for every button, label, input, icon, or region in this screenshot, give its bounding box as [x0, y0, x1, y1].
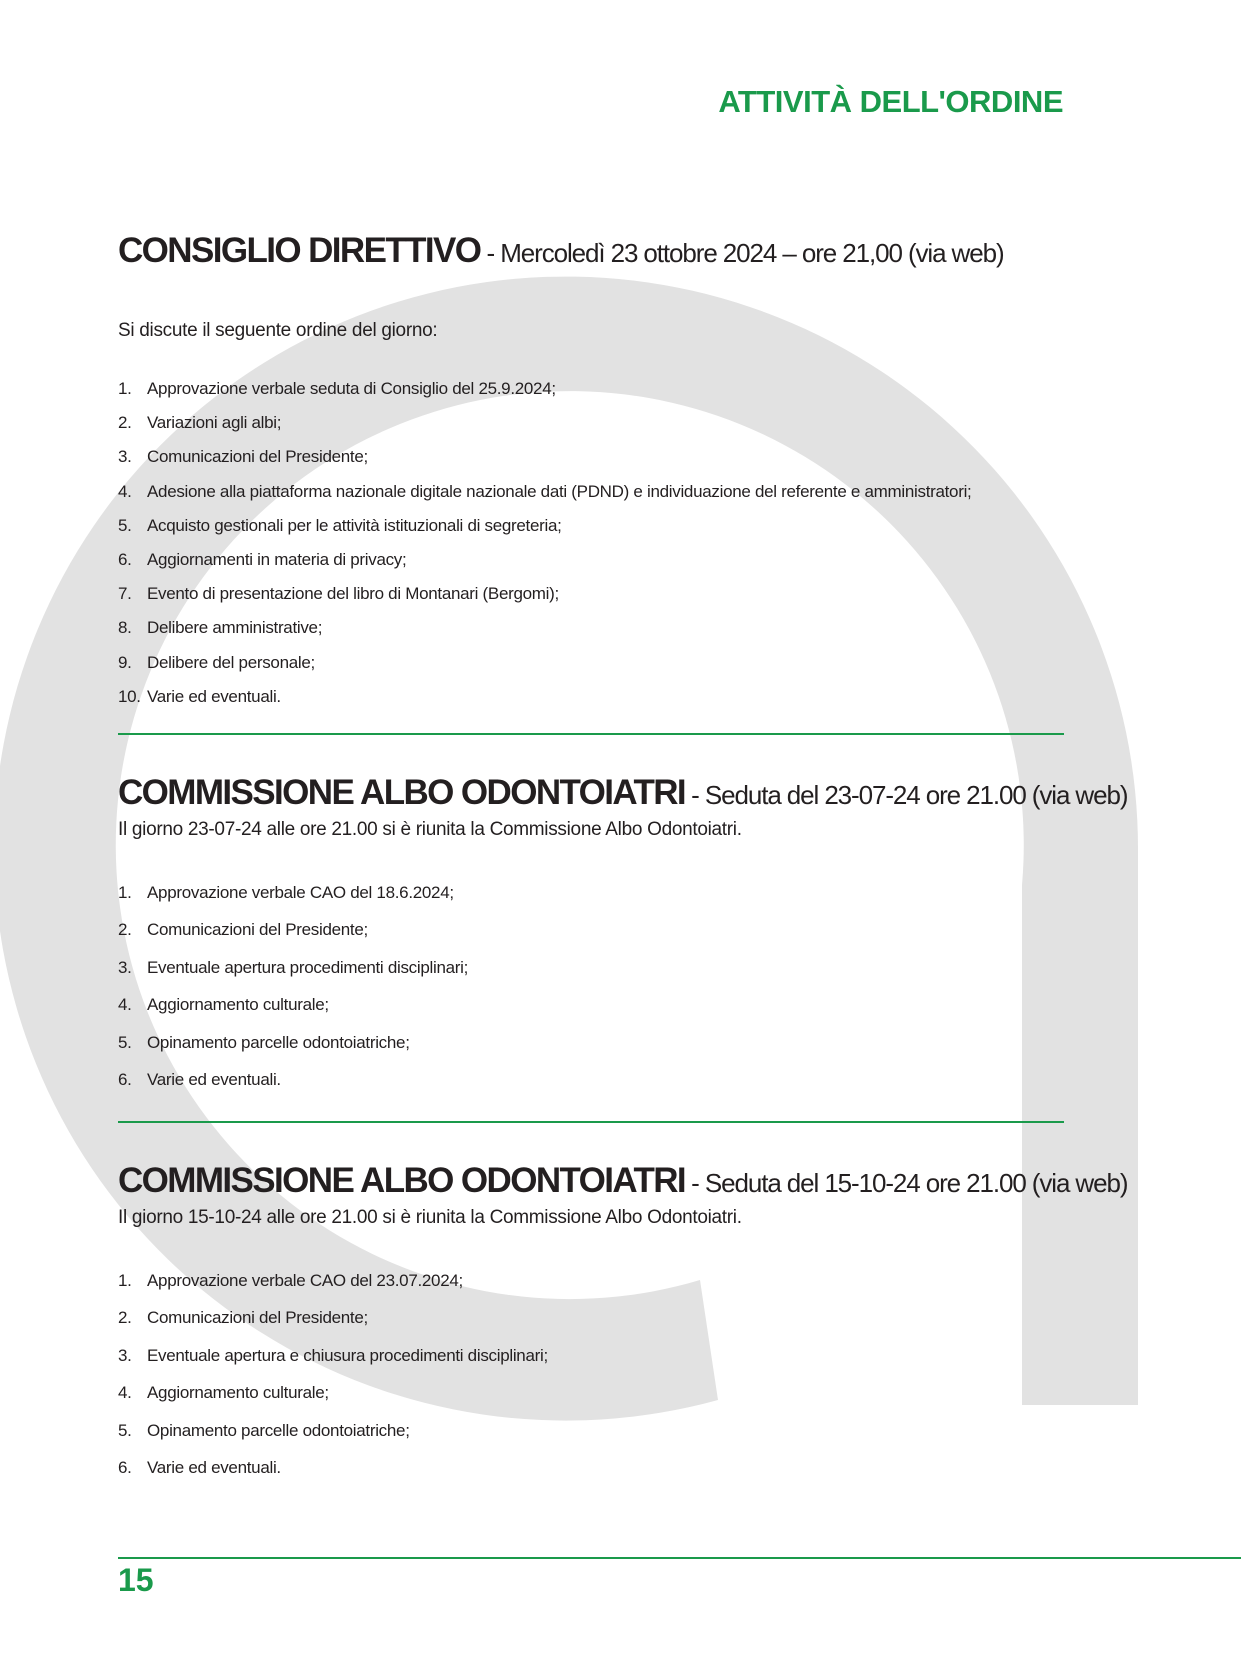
agenda-item-text: Delibere del personale; — [147, 652, 315, 672]
commissione-cao-section-july — [118, 773, 1128, 1098]
agenda-item — [118, 1262, 1064, 1299]
agenda-item-number: 1. — [118, 1271, 132, 1290]
section-header: ATTIVITÀ DELL'ORDINE — [718, 84, 1063, 119]
agenda-item — [118, 543, 1064, 577]
agenda-item-number: 5. — [118, 1032, 132, 1052]
agenda-item-number: 7. — [118, 584, 132, 604]
agenda-item — [118, 986, 1064, 1023]
consiglio-direttivo-section — [118, 233, 1064, 714]
agenda-item-text: Evento di presentazione del libro di Montanari (Bergomi); — [147, 584, 559, 604]
agenda-item-number: 10. — [118, 686, 141, 706]
agenda-item-text: Variazioni agli albi; — [147, 413, 282, 433]
page-number: 15 — [118, 1562, 154, 1598]
section-divider — [118, 1121, 1064, 1123]
agenda-item-text: Opinamento parcelle odontoiatriche; — [147, 1420, 410, 1440]
agenda-item — [118, 509, 1064, 543]
agenda-item — [118, 680, 1064, 714]
title-sub: - Mercoledì 23 ottobre 2024 – ore 21,00 (via web) — [480, 238, 1004, 268]
title-sub: - Seduta del 23-07-24 ore 21.00 (via web) — [685, 780, 1128, 810]
agenda-item-number: 3. — [118, 957, 132, 977]
agenda-item-text: Comunicazioni del Presidente; — [147, 920, 368, 940]
agenda-item-number: 3. — [118, 1345, 132, 1365]
title-main: CONSIGLIO DIRETTIVO — [118, 231, 481, 270]
agenda-item — [118, 611, 1064, 645]
agenda-item-number: 1. — [118, 379, 132, 398]
agenda-item — [118, 475, 1064, 509]
section-title — [118, 1161, 1128, 1200]
agenda-item-number: 5. — [118, 515, 132, 535]
section-intro: Il giorno 15-10-24 alle ore 21.00 si è riunita la Commissione Albo Odontoiatri. — [118, 1207, 742, 1228]
agenda-item-number: 9. — [118, 652, 132, 672]
agenda-item-number: 5. — [118, 1420, 132, 1440]
section-title — [118, 773, 1128, 812]
agenda-item — [118, 949, 1064, 986]
section-divider — [118, 733, 1064, 735]
agenda-list — [118, 372, 1064, 714]
section-intro: Il giorno 23-07-24 alle ore 21.00 si è riunita la Commissione Albo Odontoiatri. — [118, 819, 742, 840]
agenda-item-number: 1. — [118, 883, 132, 902]
title-main: COMMISSIONE ALBO ODONTOIATRI — [118, 1161, 686, 1200]
agenda-item-text: Delibere amministrative; — [147, 618, 323, 638]
agenda-item-number: 6. — [118, 549, 132, 569]
footer-divider — [118, 1557, 1241, 1559]
agenda-item-text: Aggiornamento culturale; — [147, 1383, 329, 1403]
agenda-item-number: 4. — [118, 995, 132, 1015]
agenda-item — [118, 1412, 1064, 1449]
agenda-item — [118, 911, 1064, 948]
agenda-item-number: 6. — [118, 1069, 132, 1089]
agenda-item-text: Aggiornamento culturale; — [147, 995, 329, 1015]
agenda-item-text: Comunicazioni del Presidente; — [147, 1308, 368, 1328]
agenda-item — [118, 1061, 1064, 1098]
commissione-cao-section-october — [118, 1161, 1128, 1486]
agenda-item — [118, 440, 1064, 474]
agenda-item — [118, 646, 1064, 680]
agenda-item — [118, 577, 1064, 611]
agenda-item-text: Aggiornamenti in materia di privacy; — [147, 549, 407, 569]
agenda-item-number: 4. — [118, 481, 132, 501]
agenda-item-text: Opinamento parcelle odontoiatriche; — [147, 1032, 410, 1052]
section-intro: Si discute il seguente ordine del giorno: — [118, 320, 438, 341]
agenda-item-text: Varie ed eventuali. — [147, 1457, 281, 1477]
agenda-item — [118, 1337, 1064, 1374]
agenda-item-text: Eventuale apertura e chiusura procedimenti disciplinari; — [147, 1345, 548, 1365]
agenda-item-text: Eventuale apertura procedimenti disciplinari; — [147, 957, 469, 977]
agenda-item-text: Adesione alla piattaforma nazionale digitale nazionale dati (PDND) e individuazione del referente e amministratori; — [147, 481, 972, 501]
agenda-item — [118, 406, 1064, 440]
agenda-item — [118, 1374, 1064, 1411]
section-title — [118, 233, 1064, 268]
agenda-item — [118, 874, 1064, 911]
agenda-item-text: Comunicazioni del Presidente; — [147, 447, 368, 467]
agenda-item-number: 2. — [118, 413, 132, 433]
agenda-item-text: Varie ed eventuali. — [147, 686, 281, 706]
agenda-item-number: 8. — [118, 618, 132, 638]
agenda-item-text: Acquisto gestionali per le attività istituzionali di segreteria; — [147, 515, 562, 535]
agenda-item-text: Approvazione verbale CAO del 23.07.2024; — [147, 1271, 463, 1290]
title-sub: - Seduta del 15-10-24 ore 21.00 (via web) — [685, 1168, 1128, 1198]
agenda-item-text: Varie ed eventuali. — [147, 1069, 281, 1089]
agenda-list — [118, 874, 1064, 1098]
agenda-item-text: Approvazione verbale CAO del 18.6.2024; — [147, 883, 454, 902]
agenda-list — [118, 1262, 1064, 1486]
agenda-item-number: 2. — [118, 1308, 132, 1328]
title-main: COMMISSIONE ALBO ODONTOIATRI — [118, 773, 686, 812]
agenda-item — [118, 1449, 1064, 1486]
agenda-item — [118, 372, 1064, 406]
agenda-item-number: 2. — [118, 920, 132, 940]
agenda-item-number: 4. — [118, 1383, 132, 1403]
agenda-item — [118, 1024, 1064, 1061]
agenda-item-number: 3. — [118, 447, 132, 467]
agenda-item — [118, 1299, 1064, 1336]
agenda-item-text: Approvazione verbale seduta di Consiglio del 25.9.2024; — [147, 379, 556, 398]
agenda-item-number: 6. — [118, 1457, 132, 1477]
